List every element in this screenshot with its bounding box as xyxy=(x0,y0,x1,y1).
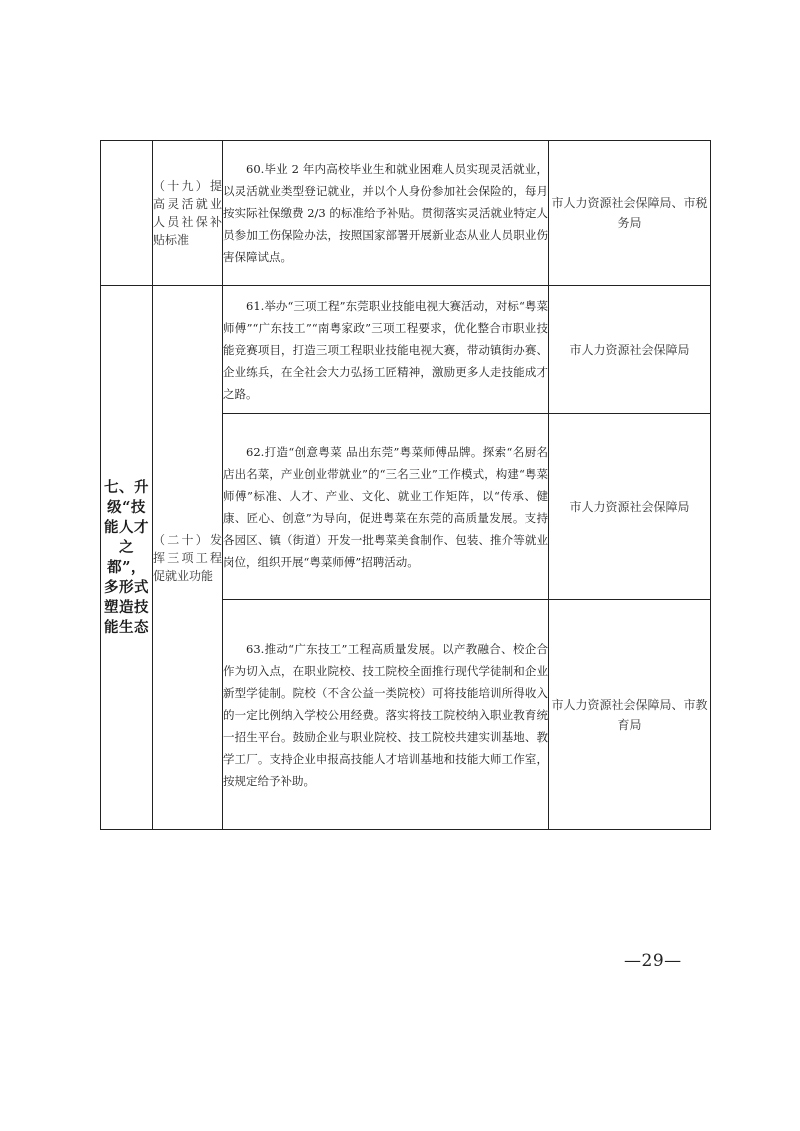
subcategory-text: （二十）发挥三项工程促就业功能 xyxy=(153,532,222,583)
table-row xyxy=(101,286,711,414)
policy-table xyxy=(100,140,711,830)
measure-text: 60.毕业 2 年内高校毕业生和就业困难人员实现灵活就业，以灵活就业类型登记就业，并以个人身份参加社会保险的，每月按实际社保缴费 2/3 的标准给予补贴。贯彻落实灵活就业特定人员参加工伤保险办法，按照国家部署开展新业态从业人员职业伤害保障试点。 xyxy=(223,162,548,264)
measure-text: 61.举办“三项工程”东莞职业技能电视大赛活动，对标“粤菜师傅”“广东技工”“南粤家政”三项工程要求，优化整合市职业技能竞赛项目，打造三项工程职业技能电视大赛，带动镇街办赛、企业练兵，在全社会大力弘扬工匠精神，激励更多人走技能成才之路。 xyxy=(223,298,548,401)
measure-cell xyxy=(223,286,549,414)
department-cell xyxy=(549,141,711,286)
department-cell xyxy=(549,414,711,600)
subcategory-cell xyxy=(153,141,223,286)
department-text: 市人力资源社会保障局 xyxy=(569,342,690,357)
department-cell xyxy=(549,600,711,830)
subcategory-cell xyxy=(153,286,223,830)
department-cell xyxy=(549,286,711,414)
category-text: 七、升级“技能人才之都”，多形式塑造技能生态 xyxy=(104,478,149,636)
category-cell xyxy=(101,286,153,830)
page-number: —29— xyxy=(624,951,682,971)
subcategory-text: （十九）提高灵活就业人员社保补贴标准 xyxy=(153,179,222,247)
measure-text: 62.打造“创意粤菜 品出东莞”粤菜师傅品牌。探索“名厨名店出名菜，产业创业带就业”的“三名三业”工作模式，构建“粤菜师傅”标准、人才、产业、文化、就业工作矩阵，以“传承、健康、匠心、创意”为导向，促进粤菜在东莞的高质量发展。支持各园区、镇（街道）开发一批粤菜美食制作、包装、推介等就业岗位，组织开展“粤菜师傅”招聘活动。 xyxy=(223,444,548,569)
department-text: 市人力资源社会保障局 xyxy=(569,499,690,514)
table-row xyxy=(101,141,711,286)
measure-cell xyxy=(223,600,549,830)
category-cell-empty xyxy=(101,141,153,286)
measure-cell xyxy=(223,141,549,286)
measure-text: 63.推动“广东技工”工程高质量发展。以产教融合、校企合作为切入点，在职业院校、技工院校全面推行现代学徒制和企业新型学徒制。院校（不含公益一类院校）可将技能培训所得收入的一定比例纳入学校公用经费。落实将技工院校纳入职业教育统一招生平台。鼓励企业与职业院校、技工院校共建实训基地、教学工厂。支持企业申报高技能人才培训基地和技能大师工作室，按规定给予补助。 xyxy=(223,641,548,788)
department-text: 市人力资源社会保障局、市税务局 xyxy=(551,196,708,230)
department-text: 市人力资源社会保障局、市教育局 xyxy=(551,697,708,732)
measure-cell xyxy=(223,414,549,600)
